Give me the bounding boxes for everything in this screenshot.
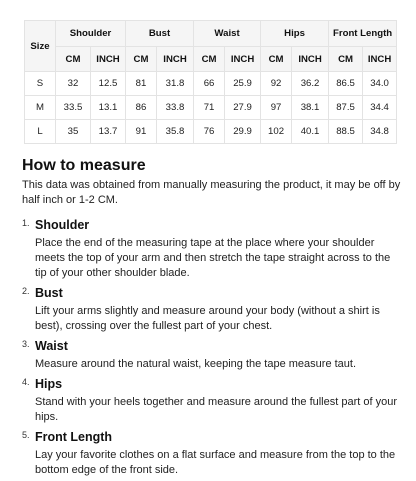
front-length-header: Front Length [329,21,397,47]
measure-step-waist [22,337,402,372]
measure-step-front-length [22,428,402,478]
unit-inch-header: INCH [91,47,126,72]
unit-inch-header: INCH [157,47,194,72]
step-number: 1. [22,218,30,228]
hips-cm-cell: 97 [261,96,292,120]
hips-inch-cell: 38.1 [292,96,329,120]
hips-cm-cell: 102 [261,120,292,144]
step-title: Bust [35,286,63,300]
step-title: Front Length [35,430,113,444]
measure-steps-list [22,216,402,478]
bust-inch-cell: 33.8 [157,96,194,120]
table-row [25,120,397,144]
unit-cm-header: CM [261,47,292,72]
unit-cm-header: CM [56,47,91,72]
bust-inch-cell: 35.8 [157,120,194,144]
how-to-measure-section [22,156,402,481]
hips-cm-cell: 92 [261,72,292,96]
shoulder-inch-cell: 13.1 [91,96,126,120]
size-cell: L [25,120,56,144]
shoulder-cm-cell: 33.5 [56,96,91,120]
waist-header: Waist [194,21,261,47]
step-number: 2. [22,286,30,296]
hips-header: Hips [261,21,329,47]
step-number: 4. [22,377,30,387]
length-cm-cell: 86.5 [329,72,363,96]
step-description: Place the end of the measuring tape at the place where your shoulder meets the top of your arm and then stretch the tape straight across to the tip of your other shoulder blade. [35,237,391,279]
waist-inch-cell: 27.9 [225,96,261,120]
bust-cm-cell: 91 [126,120,157,144]
table-row [25,72,397,96]
bust-cm-cell: 86 [126,96,157,120]
table-row [25,96,397,120]
shoulder-inch-cell: 12.5 [91,72,126,96]
hips-inch-cell: 36.2 [292,72,329,96]
step-title: Hips [35,377,63,391]
measure-step-bust [22,284,402,334]
table-header-groups [25,21,397,47]
size-cell: S [25,72,56,96]
how-to-measure-title: How to measure [22,157,146,174]
waist-inch-cell: 29.9 [225,120,261,144]
size-chart-table [24,20,397,144]
waist-cm-cell: 71 [194,96,225,120]
step-title: Shoulder [35,218,90,232]
step-number: 3. [22,339,30,349]
length-inch-cell: 34.8 [363,120,397,144]
waist-inch-cell: 25.9 [225,72,261,96]
unit-cm-header: CM [329,47,363,72]
shoulder-inch-cell: 13.7 [91,120,126,144]
size-column-header: Size [25,21,56,72]
measure-step-shoulder [22,216,402,281]
measure-step-hips [22,375,402,425]
step-description: Measure around the natural waist, keeping the tape measure taut. [35,358,357,370]
bust-cm-cell: 81 [126,72,157,96]
table-header-units [25,47,397,72]
unit-inch-header: INCH [363,47,397,72]
length-cm-cell: 87.5 [329,96,363,120]
unit-cm-header: CM [194,47,225,72]
bust-inch-cell: 31.8 [157,72,194,96]
step-description: Stand with your heels together and measure around the fullest part of your hips. [35,396,397,423]
step-description: Lift your arms slightly and measure around your body (without a shirt is best), crossing over the fullest part of your chest. [35,305,380,332]
unit-cm-header: CM [126,47,157,72]
bust-header: Bust [126,21,194,47]
step-description: Lay your favorite clothes on a flat surface and measure from the top to the bottom edge of the front side. [35,449,396,476]
waist-cm-cell: 76 [194,120,225,144]
shoulder-cm-cell: 32 [56,72,91,96]
hips-inch-cell: 40.1 [292,120,329,144]
shoulder-cm-cell: 35 [56,120,91,144]
unit-inch-header: INCH [292,47,329,72]
size-cell: M [25,96,56,120]
measure-intro-text: This data was obtained from manually measuring the product, it may be off by half inch or 1-2 CM. [22,179,401,206]
unit-inch-header: INCH [225,47,261,72]
waist-cm-cell: 66 [194,72,225,96]
step-number: 5. [22,430,30,440]
length-cm-cell: 88.5 [329,120,363,144]
shoulder-header: Shoulder [56,21,126,47]
length-inch-cell: 34.4 [363,96,397,120]
length-inch-cell: 34.0 [363,72,397,96]
step-title: Waist [35,339,68,353]
